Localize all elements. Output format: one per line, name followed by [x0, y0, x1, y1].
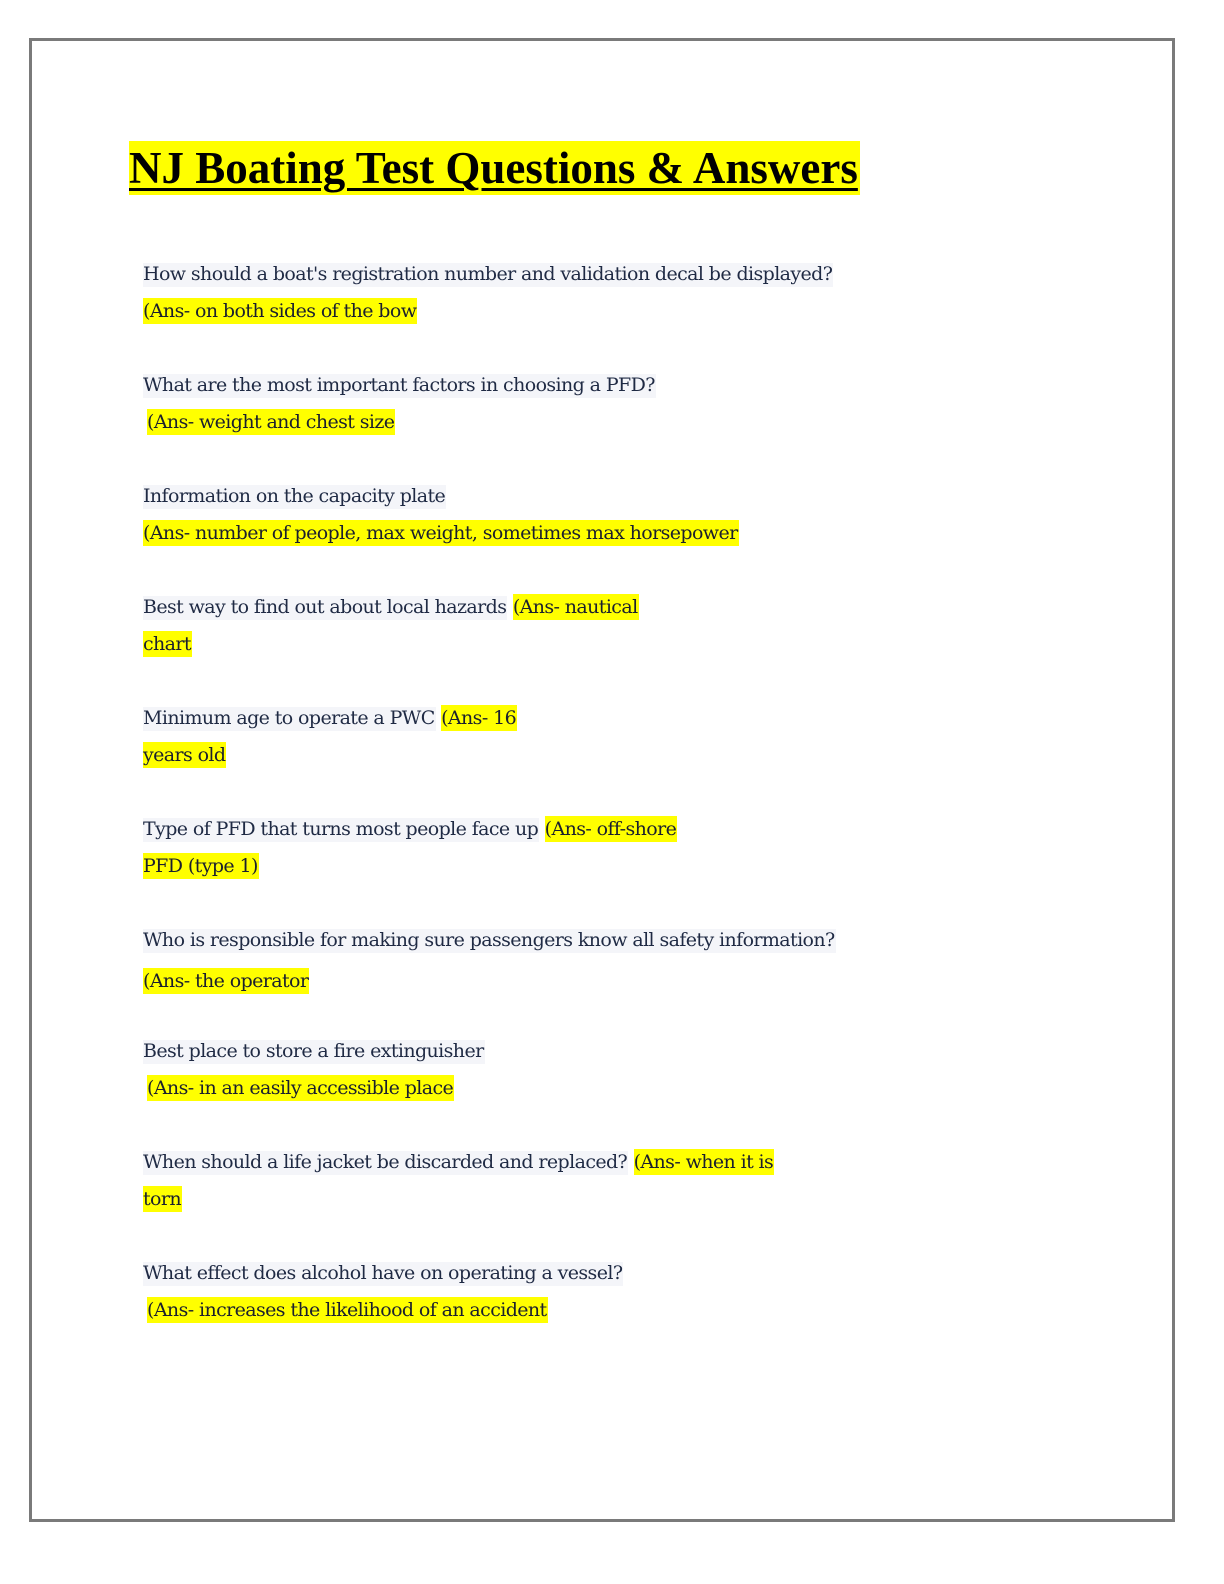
question-text: Information on the capacity plate — [143, 485, 446, 507]
answer-text: (Ans- weight and chest size — [147, 411, 395, 433]
question-text: Type of PFD that turns most people face up — [143, 818, 539, 840]
qa-item-1 — [143, 257, 833, 331]
answer-text: (Ans- nautical — [512, 596, 638, 618]
question-text: Best way to find out about local hazards — [143, 596, 507, 618]
answer-text-continued: chart — [143, 633, 191, 655]
question-text: What effect does alcohol have on operating a vessel? — [143, 1262, 623, 1284]
answer-text: (Ans- increases the likelihood of an accident — [147, 1299, 547, 1321]
qa-item-3 — [143, 479, 739, 553]
qa-item-5 — [143, 701, 517, 775]
question-text: Best place to store a fire extinguisher — [143, 1040, 484, 1062]
answer-text-continued: years old — [143, 744, 226, 766]
qa-item-2 — [143, 368, 656, 442]
answer-text: (Ans- on both sides of the bow — [143, 300, 417, 322]
answer-text: (Ans- number of people, max weight, sometimes max horsepower — [143, 522, 738, 544]
question-text: When should a life jacket be discarded and replaced? — [143, 1151, 628, 1173]
qa-item-9 — [143, 1145, 774, 1219]
answer-text-continued: PFD (type 1) — [143, 855, 258, 877]
qa-item-6 — [143, 812, 677, 886]
answer-text: (Ans- the operator — [143, 970, 309, 992]
question-text: What are the most important factors in choosing a PFD? — [143, 374, 655, 396]
answer-text: (Ans- when it is — [633, 1151, 774, 1173]
question-text: How should a boat's registration number and validation decal be displayed? — [143, 263, 833, 285]
answer-text-continued: torn — [143, 1188, 181, 1210]
answer-text: (Ans- off-shore — [544, 818, 677, 840]
question-text: Who is responsible for making sure passengers know all safety information? — [143, 929, 835, 951]
document-title: NJ Boating Test Questions & Answers — [129, 143, 858, 193]
answer-text: (Ans- 16 — [441, 707, 517, 729]
question-text: Minimum age to operate a PWC — [143, 707, 435, 729]
qa-item-4 — [143, 590, 639, 664]
qa-item-7 — [143, 923, 836, 1001]
answer-text: (Ans- in an easily accessible place — [147, 1077, 454, 1099]
qa-item-8 — [143, 1034, 485, 1108]
qa-item-10 — [143, 1256, 623, 1330]
